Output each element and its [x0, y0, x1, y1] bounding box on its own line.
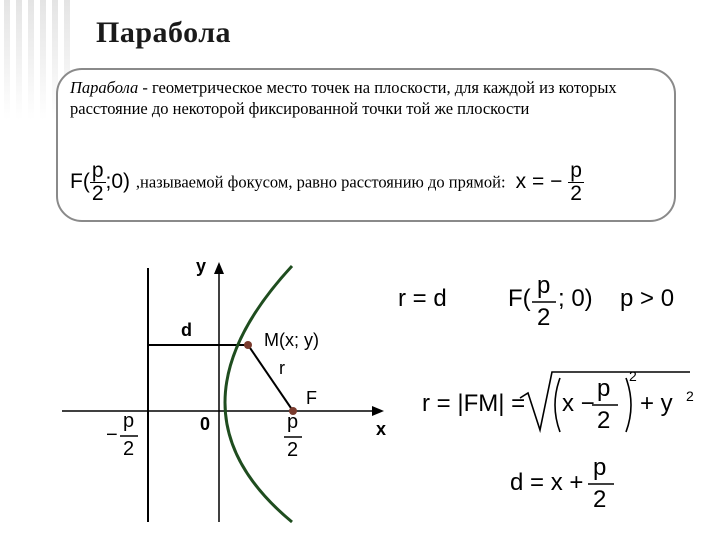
x-axis-arrow: [372, 406, 384, 416]
definition-term: Парабола: [70, 78, 139, 97]
neg-tick-sign: −: [106, 424, 118, 446]
x-axis-label: x: [376, 419, 387, 439]
y-axis-arrow: [214, 262, 224, 274]
formula-r-num: p: [597, 375, 611, 402]
y-axis-label: y: [196, 256, 207, 276]
formula-r-exp: 2: [629, 368, 637, 384]
formula-r-den: 2: [597, 407, 611, 434]
formula-focus-den: 2: [537, 304, 551, 331]
formula-r-eq-d: r = d: [398, 285, 447, 312]
distance-r-segment: [248, 345, 293, 411]
formula-focus-tail: ; 0): [558, 285, 593, 312]
formula-d-den: 2: [593, 486, 607, 513]
neg-tick-num: p: [123, 410, 135, 432]
origin-label: 0: [200, 414, 211, 434]
directrix-label: d: [181, 320, 192, 340]
definition-body: - геометрическое место точек на плоскости, для каждой из которых расстояние до некоторой фиксированной точки той же плоскости: [70, 78, 617, 118]
paren-right: [626, 378, 631, 432]
fraction-numerator: p: [570, 159, 582, 182]
pos-tick-num: p: [287, 411, 299, 433]
focus-formula-lead: F(: [70, 170, 90, 194]
focus-label: F: [306, 388, 317, 408]
formula-r-tail: + y: [640, 390, 673, 417]
formula-focus-lead: F(: [508, 285, 531, 312]
formula-r-inner-lead: x −: [562, 390, 595, 417]
point-m-label: M(x; y): [264, 330, 319, 350]
focus-suffix: , равно расстоянию до прямой:: [288, 172, 506, 192]
focus-prefix: ,называемой: [135, 172, 228, 192]
page-title: Парабола: [96, 16, 232, 49]
focus-formula-tail: ;0): [105, 170, 131, 194]
point-m: [244, 341, 252, 349]
fraction-numerator: p: [91, 159, 104, 182]
formula-r-tail-exp: 2: [686, 388, 694, 404]
fraction-denominator: 2: [91, 182, 104, 205]
directrix-formula-lead: x = −: [515, 170, 563, 194]
paren-left: [555, 378, 560, 432]
formula-d-num: p: [593, 454, 607, 481]
formula-r-full-lead: r = |FM| =: [422, 390, 526, 417]
pos-tick-den: 2: [287, 439, 299, 461]
r-label: r: [279, 358, 285, 378]
focus-word: фокусом: [227, 172, 289, 192]
fraction-denominator: 2: [570, 182, 582, 205]
formula-d-lead: d = x +: [510, 469, 584, 496]
formula-p-positive: p > 0: [620, 285, 675, 312]
neg-tick-den: 2: [123, 438, 135, 460]
formula-focus-num: p: [537, 272, 551, 299]
